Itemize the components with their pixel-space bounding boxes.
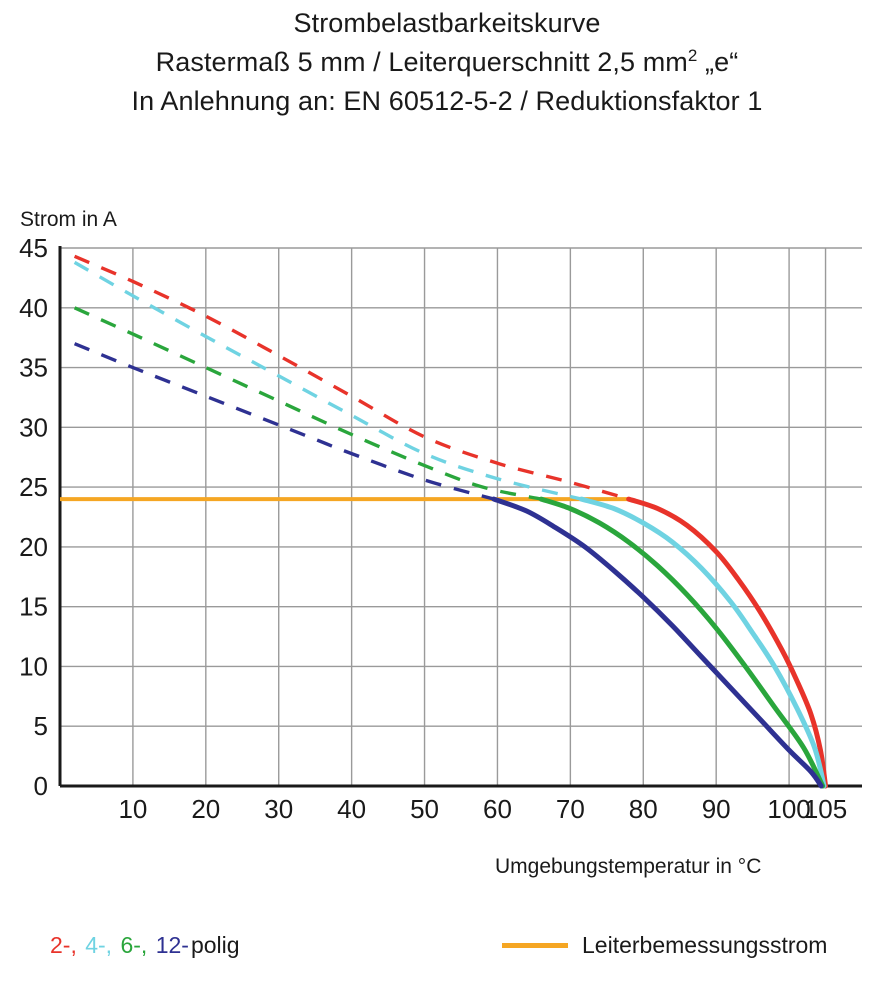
legend-item-2-polig: 2-,: [50, 932, 77, 958]
series-solid-4-polig: [581, 499, 824, 786]
x-tick-label: 80: [628, 794, 658, 824]
series-dashed-4-polig: [75, 262, 582, 499]
x-tick-label: 70: [555, 794, 585, 824]
legend-item-6-polig: 6-,: [120, 932, 148, 958]
legend-rated-label: Leiterbemessungsstrom: [582, 932, 828, 958]
legend-rated-swatch-icon: [502, 943, 568, 948]
legend-poles: [50, 932, 242, 959]
x-tick-label: 60: [482, 794, 512, 824]
y-tick-label: 5: [33, 711, 48, 742]
legend-rated-current: [502, 932, 827, 959]
title-line-3: In Anlehnung an: EN 60512-5-2 / Reduktionsfaktor 1: [131, 86, 763, 116]
legend-item-12-polig: 12-: [155, 932, 189, 958]
title-line-1: Strombelastbarkeitskurve: [293, 8, 601, 38]
x-tick-label: 30: [264, 794, 294, 824]
chart-legend: [50, 932, 880, 976]
y-tick-label: 35: [19, 352, 48, 383]
legend-poles-suffix: polig: [190, 932, 240, 958]
title-line-2-quoted: „e“: [697, 47, 739, 77]
x-tick-label: 100: [767, 794, 811, 824]
title-line-2-superscript: 2: [687, 46, 698, 65]
legend-item-4-polig: 4-,: [85, 932, 113, 958]
x-tick-label: 20: [191, 794, 221, 824]
y-axis-label: Strom in A: [20, 208, 117, 231]
x-tick-label: 50: [410, 794, 440, 824]
y-tick-label: 45: [19, 233, 48, 263]
x-axis-label: Umgebungstemperatur in °C: [495, 855, 762, 878]
y-tick-label: 10: [19, 651, 48, 682]
x-tick-label: 105: [803, 794, 848, 824]
series-solid-12-polig: [494, 499, 821, 786]
x-tick-label: 40: [337, 794, 367, 824]
y-tick-label: 15: [19, 591, 48, 622]
y-tick-label: 25: [19, 472, 48, 503]
x-tick-label: 10: [118, 794, 148, 824]
y-tick-label: 0: [33, 771, 48, 801]
x-tick-label: 90: [701, 794, 731, 824]
y-tick-label: 30: [19, 412, 48, 443]
y-tick-label: 40: [19, 292, 48, 323]
title-line-2-main: Rastermaß 5 mm / Leiterquerschnitt 2,5 mm: [155, 47, 688, 77]
y-tick-label: 20: [19, 531, 48, 562]
